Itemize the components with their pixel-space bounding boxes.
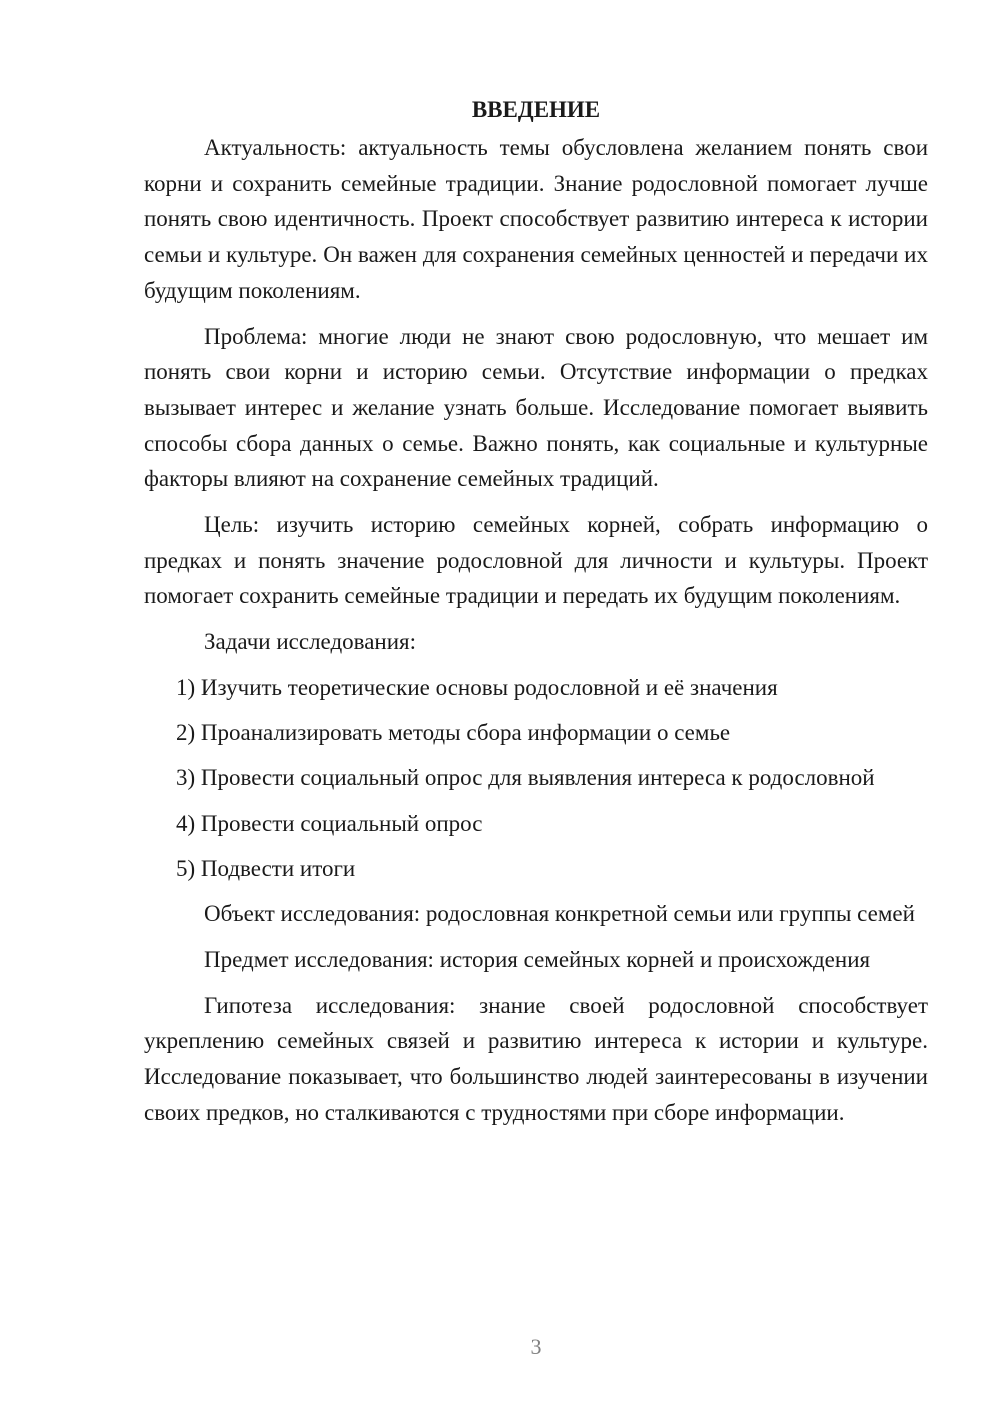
list-item: 3) Провести социальный опрос для выявления интереса к родословной bbox=[176, 765, 875, 791]
page-content bbox=[144, 92, 928, 1141]
problem-paragraph: Проблема: многие люди не знают свою родословную, что мешает им понять свои корни и историю семьи. Отсутствие информации о предках вызывает интерес и желание узнать больше. Исследование помогает выявить способы сбора данных о семье. Важно понять, как социальные и культурные факторы влияют на сохранение семейных традиций. bbox=[144, 323, 928, 492]
relevance-paragraph: Актуальность: актуальность темы обусловлена желанием понять свои корни и сохранить семейные традиции. Знание родословной помогает лучше понять свою идентичность. Проект способствует развитию интереса к истории семьи и культуре. Он важен для сохранения семейных ценностей и передачи их будущим поколениям. bbox=[144, 135, 928, 303]
tasks-title: Задачи исследования: bbox=[204, 629, 417, 655]
subject-paragraph: Предмет исследования: история семейных корней и происхождения bbox=[204, 947, 871, 973]
list-item: 5) Подвести итоги bbox=[176, 856, 356, 882]
object-paragraph: Объект исследования: родословная конкретной семьи или группы семей bbox=[204, 901, 915, 927]
list-item: 2) Проанализировать методы сбора информации о семье bbox=[176, 720, 731, 746]
list-item: 4) Провести социальный опрос bbox=[176, 810, 483, 836]
hypothesis-paragraph: Гипотеза исследования: знание своей родословной способствует укреплению семейных связей и развитию интереса к истории и культуре. Исследование показывает, что большинство людей заинтересованы в изучении своих предков, но сталкиваются с трудностями при сборе информации. bbox=[144, 992, 928, 1125]
goal-paragraph: Цель: изучить историю семейных корней, собрать информацию о предках и понять значение родословной для личности и культуры. Проект помогает сохранить семейные традиции и передать их будущим поколениям. bbox=[144, 512, 928, 609]
section-heading: ВВЕДЕНИЕ bbox=[471, 97, 601, 122]
list-item: 1) Изучить теоретические основы родословной и её значения bbox=[176, 674, 778, 700]
tasks-list bbox=[144, 670, 928, 887]
page-number: 3 bbox=[530, 1334, 542, 1359]
